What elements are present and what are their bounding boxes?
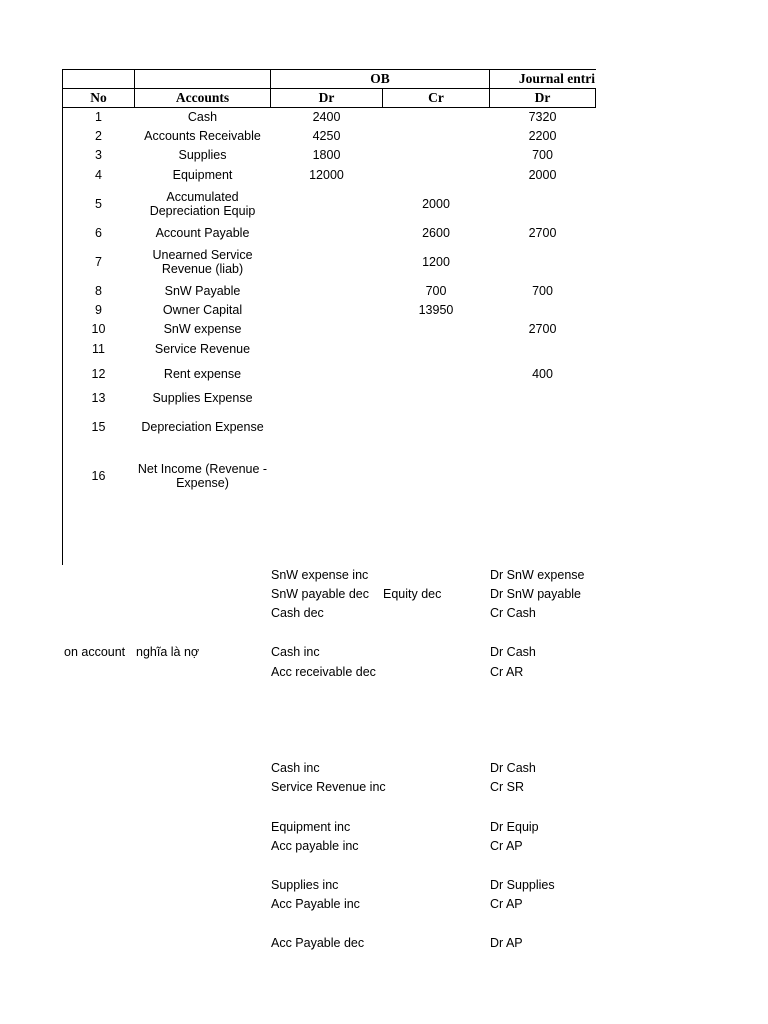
cell-account: Net Income (Revenue - Expense) xyxy=(137,462,268,490)
note-text: Dr SnW expense xyxy=(490,568,585,582)
cell-journal-dr xyxy=(490,246,595,278)
cell-no: 11 xyxy=(92,342,105,356)
cell-ob-dr: 4250 xyxy=(312,129,341,143)
cell-account: Supplies xyxy=(178,148,227,162)
cell-journal-dr xyxy=(490,460,595,492)
column-header-no: No xyxy=(90,90,107,105)
note-text: Cr AP xyxy=(490,897,523,911)
note-text: Supplies inc xyxy=(271,878,339,892)
cell-no: 13 xyxy=(91,391,106,405)
cell-ob-cr xyxy=(383,418,489,436)
note-text: Cr SR xyxy=(490,780,525,794)
cell-no: 15 xyxy=(91,420,106,434)
cell-ob-dr: 12000 xyxy=(309,168,344,182)
cell-account: SnW expense xyxy=(163,322,242,336)
cell-ob-dr xyxy=(271,389,382,407)
note-text: Cr Cash xyxy=(490,606,536,620)
cell-journal-dr: 2200 xyxy=(528,129,557,143)
cell-ob-cr xyxy=(383,365,489,383)
note-text: Dr AP xyxy=(490,936,523,950)
header-journal-entries: Journal entri xyxy=(518,71,595,86)
cell-journal-dr xyxy=(490,340,595,358)
cell-account: Equipment xyxy=(172,168,233,182)
note-text: Dr Cash xyxy=(490,645,536,659)
cell-account: Account Payable xyxy=(155,226,250,240)
cell-no: 12 xyxy=(91,367,106,381)
column-header-accounts: Accounts xyxy=(175,90,230,105)
note-text: Acc Payable inc xyxy=(271,897,360,911)
cell-ob-cr: 2000 xyxy=(422,197,450,211)
cell-no: 16 xyxy=(91,469,106,483)
note-text: SnW expense inc xyxy=(271,568,369,582)
cell-ob-dr xyxy=(271,460,382,492)
cell-account: SnW Payable xyxy=(164,284,241,298)
cell-ob-dr xyxy=(271,320,382,338)
cell-ob-dr xyxy=(271,188,382,220)
cell-ob-cr xyxy=(383,460,489,492)
cell-ob-cr: 700 xyxy=(425,284,447,298)
cell-ob-cr xyxy=(383,166,489,184)
cell-no: 1 xyxy=(95,110,102,124)
cell-account: Accounts Receivable xyxy=(144,129,261,143)
cell-ob-dr: 1800 xyxy=(312,148,341,162)
note-text: Acc payable inc xyxy=(271,839,359,853)
cell-no: 8 xyxy=(95,284,102,298)
column-header-ob-cr: Cr xyxy=(428,90,444,105)
note-text: Cash dec xyxy=(271,606,324,620)
cell-journal-dr xyxy=(490,418,595,436)
cell-no: 4 xyxy=(95,168,102,182)
note-text: SnW payable dec xyxy=(271,587,369,601)
border-right xyxy=(595,88,596,108)
cell-no: 3 xyxy=(95,148,102,162)
cell-account: Supplies Expense xyxy=(152,391,253,405)
note-text: Cash inc xyxy=(271,761,320,775)
note-text: Acc Payable dec xyxy=(271,936,365,950)
cell-no: 2 xyxy=(95,129,102,143)
cell-ob-dr xyxy=(271,418,382,436)
cell-ob-dr xyxy=(271,282,382,300)
cell-no: 10 xyxy=(91,322,106,336)
note-text: Dr SnW payable xyxy=(490,587,582,601)
cell-ob-dr: 2400 xyxy=(312,110,341,124)
cell-ob-cr xyxy=(383,146,489,164)
cell-journal-dr: 700 xyxy=(532,284,553,298)
cell-ob-cr xyxy=(383,389,489,407)
cell-account: Accumulated Depreciation Equip xyxy=(149,190,256,218)
note-text: Equipment inc xyxy=(271,820,351,834)
cell-account: Unearned Service Revenue (liab) xyxy=(152,248,253,276)
cell-ob-dr xyxy=(271,365,382,383)
note-text: Dr Equip xyxy=(490,820,539,834)
cell-no: 6 xyxy=(95,226,102,240)
cell-ob-dr xyxy=(271,224,382,242)
cell-journal-dr: 700 xyxy=(532,148,553,162)
cell-journal-dr: 2700 xyxy=(528,322,557,336)
note-text: Equity dec xyxy=(383,587,442,601)
cell-no: 7 xyxy=(95,255,102,269)
note-text: Cr AR xyxy=(490,665,524,679)
note-text: on account xyxy=(64,645,126,659)
header-ob: OB xyxy=(370,71,390,86)
cell-account: Depreciation Expense xyxy=(141,420,264,434)
cell-account: Rent expense xyxy=(163,367,242,381)
note-text: Acc receivable dec xyxy=(271,665,376,679)
column-header-ob-dr: Dr xyxy=(318,90,335,105)
cell-ob-cr xyxy=(383,108,489,126)
cell-journal-dr: 400 xyxy=(532,367,553,381)
column-header-journal-dr: Dr xyxy=(534,90,551,105)
cell-journal-dr: 2700 xyxy=(528,226,557,240)
cell-ob-dr xyxy=(271,340,382,358)
note-text: Dr Cash xyxy=(490,761,536,775)
cell-account: Cash xyxy=(187,110,218,124)
cell-account: Owner Capital xyxy=(162,303,243,317)
cell-journal-dr xyxy=(490,389,595,407)
note-text: Service Revenue inc xyxy=(271,780,386,794)
cell-journal-dr: 2000 xyxy=(528,168,557,182)
cell-ob-dr xyxy=(271,301,382,319)
cell-ob-cr xyxy=(383,320,489,338)
cell-ob-cr: 1200 xyxy=(422,255,450,269)
note-text: Cr AP xyxy=(490,839,523,853)
cell-journal-dr: 7320 xyxy=(528,110,557,124)
cell-journal-dr xyxy=(490,301,595,319)
cell-account: Service Revenue xyxy=(154,342,251,356)
cell-ob-cr: 2600 xyxy=(422,226,450,240)
note-text: Cash inc xyxy=(271,645,320,659)
cell-ob-cr xyxy=(383,127,489,145)
cell-journal-dr xyxy=(490,188,595,220)
cell-ob-cr: 13950 xyxy=(418,303,454,317)
cell-ob-dr xyxy=(271,246,382,278)
cell-no: 5 xyxy=(95,197,102,211)
note-text: nghĩa là nợ xyxy=(136,645,200,659)
cell-no: 9 xyxy=(95,303,102,317)
cell-ob-cr xyxy=(383,340,489,358)
note-text: Dr Supplies xyxy=(490,878,555,892)
